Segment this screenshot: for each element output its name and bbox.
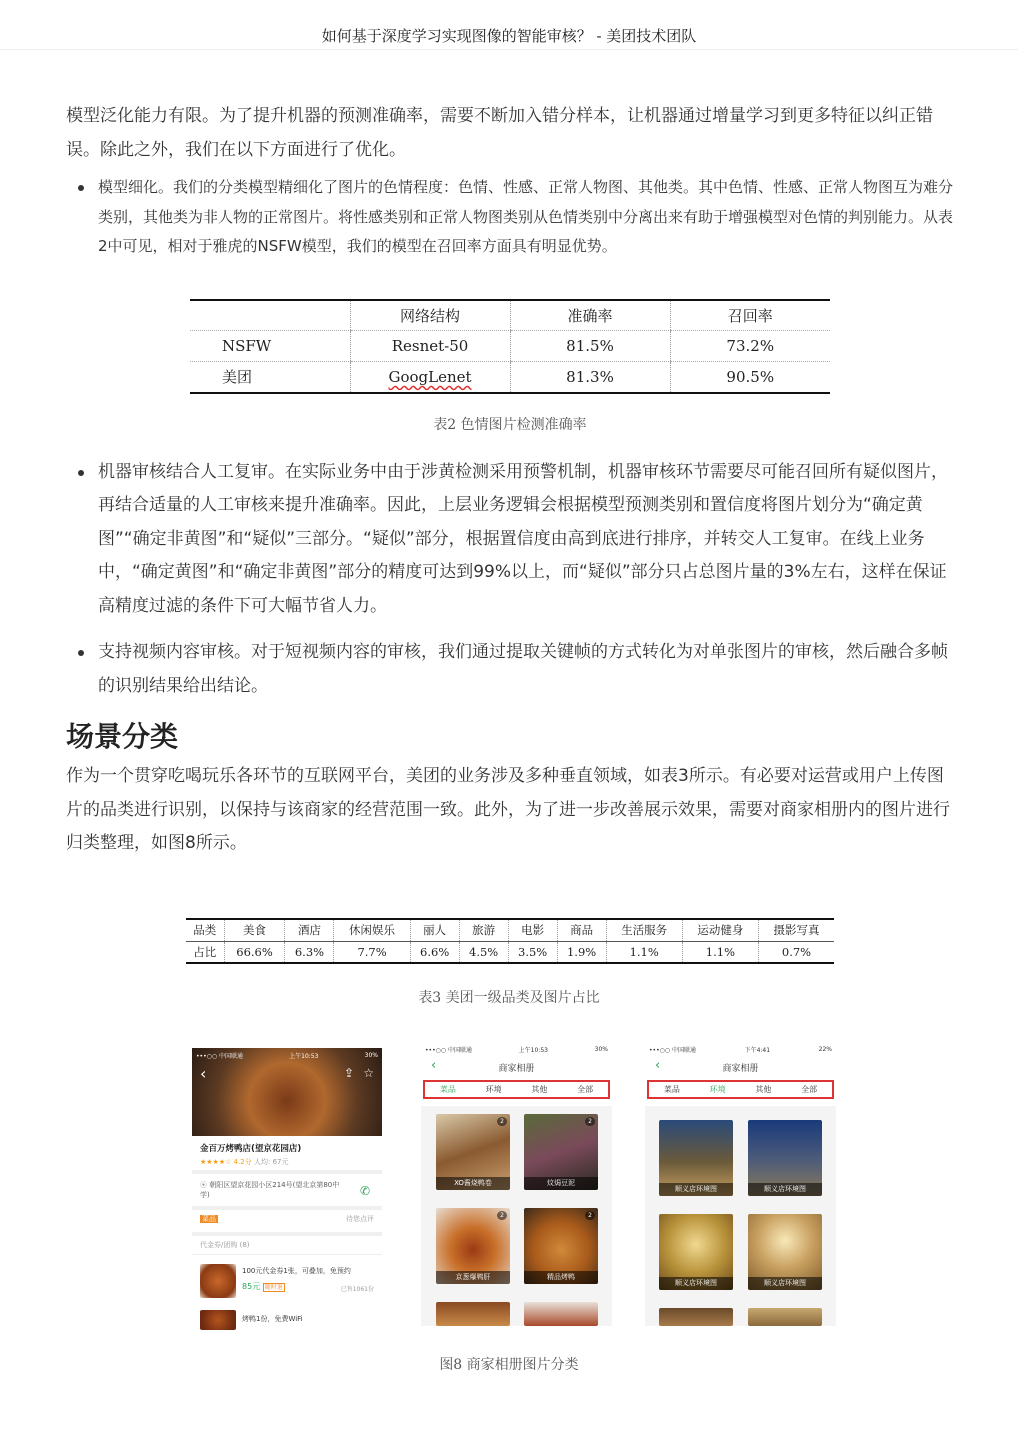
phone-album-dishes bbox=[421, 1042, 612, 1326]
dishes-row[interactable] bbox=[200, 1214, 374, 1224]
table-header-row bbox=[190, 300, 830, 331]
review-list bbox=[66, 456, 954, 704]
table-cell: 7.7% bbox=[334, 941, 410, 963]
tab-other[interactable]: 其他 bbox=[531, 1085, 548, 1094]
table-cell: 运动健身 bbox=[682, 919, 758, 941]
phone-shop-detail bbox=[192, 1048, 382, 1332]
table-row bbox=[186, 941, 834, 963]
album-title: 商家相册 bbox=[722, 1063, 759, 1074]
photo-tile[interactable] bbox=[436, 1302, 510, 1326]
status-bar: •••○○ 中国联通 上午10:53 30% bbox=[425, 1045, 608, 1054]
table-cell: 1.1% bbox=[606, 941, 682, 963]
photo-label: 精品烤鸭 bbox=[524, 1271, 598, 1284]
table-cell: 休闲娱乐 bbox=[334, 919, 410, 941]
photo-count-badge: 2 bbox=[585, 1211, 595, 1220]
dishes-action: 待您点评 bbox=[346, 1215, 374, 1223]
address-text[interactable]: ⦿ 朝阳区望京花园小区214号(望北京第80中学) bbox=[200, 1181, 340, 1199]
intro-paragraph: 模型泛化能力有限。为了提升机器的预测准确率，需要不断加入错分样本，让机器通过增量学习到更多特征以纠正错误。除此之外，我们在以下方面进行了优化。 bbox=[66, 106, 933, 160]
nav-bar bbox=[645, 1056, 836, 1078]
photo-tile[interactable] bbox=[659, 1214, 733, 1290]
table-row bbox=[186, 919, 834, 941]
photo-tile[interactable] bbox=[748, 1120, 822, 1196]
table-cell: 生活服务 bbox=[606, 919, 682, 941]
table2-wrapper bbox=[66, 299, 954, 394]
list-item: 机器审核结合人工复审。在实际业务中由于涉黄检测采用预警机制，机器审核环节需要尽可能召回所有疑似图片，再结合适量的人工审核来提升准确率。因此，上层业务逻辑会根据模型预测类别和置信度将图片划分为“确定黄图”“确定非黄图”和“疑似”三部分。“疑似”部分，根据置信度由高到底进行排序，并转交人工复审。在线上业务中，“确定黄图”和“确定非黄图”部分的精度可达到99%以上，而“疑似”部分只占总图片量的3%左右，这样在保证高精度过滤的条件下可大幅节省人力。 bbox=[66, 456, 954, 624]
divider bbox=[192, 1254, 382, 1255]
tab-other[interactable]: 其他 bbox=[755, 1085, 772, 1094]
figure8-caption: 图8 商家相册图片分类 bbox=[439, 1357, 579, 1373]
photo-label: 顺义店环境图 bbox=[748, 1183, 822, 1196]
divider bbox=[192, 1232, 382, 1236]
rating-score: 4.2分 bbox=[233, 1158, 252, 1166]
tab-environment[interactable]: 环境 bbox=[485, 1085, 502, 1094]
table-row bbox=[190, 362, 830, 393]
table-cell: 81.5% bbox=[510, 331, 670, 362]
table-cell: 丽人 bbox=[410, 919, 459, 941]
table-cell: 电影 bbox=[508, 919, 557, 941]
photo-tile[interactable] bbox=[659, 1120, 733, 1196]
photo-tile[interactable] bbox=[436, 1208, 510, 1284]
table-cell: 0.7% bbox=[759, 941, 835, 963]
nav-bar bbox=[421, 1056, 612, 1078]
photo-tile[interactable] bbox=[748, 1308, 822, 1326]
table-cell: 3.5% bbox=[508, 941, 557, 963]
divider bbox=[192, 1170, 382, 1174]
photo-count-badge: 2 bbox=[497, 1211, 507, 1220]
table-header-cell: 网络结构 bbox=[350, 300, 510, 331]
dish-photo bbox=[192, 1048, 382, 1136]
photo-label: 顺义店环境图 bbox=[659, 1277, 733, 1290]
rating-row bbox=[200, 1157, 289, 1167]
table-cell: 1.9% bbox=[557, 941, 606, 963]
shop-name: 金百万烤鸭店(望京花园店) bbox=[200, 1144, 302, 1154]
photo-tile[interactable] bbox=[524, 1114, 598, 1190]
page-header bbox=[0, 0, 1018, 50]
refund-badge: 随时退 bbox=[264, 1284, 283, 1291]
photo-label: 京葱爆鸭肝 bbox=[436, 1271, 510, 1284]
tab-all[interactable]: 全部 bbox=[577, 1085, 594, 1094]
spellcheck-underlined-text: GoogLenet bbox=[388, 367, 472, 386]
back-icon[interactable]: ‹ bbox=[200, 1064, 207, 1083]
table3-caption: 表3 美团一级品类及图片占比 bbox=[418, 990, 600, 1006]
photo-label: 顺义店环境图 bbox=[659, 1183, 733, 1196]
table-cell: 4.5% bbox=[459, 941, 508, 963]
table-header-cell: 准确率 bbox=[510, 300, 670, 331]
table3 bbox=[186, 918, 834, 964]
star-icon[interactable]: ☆ bbox=[363, 1066, 374, 1080]
photo-tile[interactable] bbox=[524, 1302, 598, 1326]
status-bar: •••○○ 中国联通 上午10:53 30% bbox=[196, 1051, 378, 1060]
phone-icon[interactable]: ✆ bbox=[359, 1184, 370, 1198]
table-header-cell bbox=[190, 300, 350, 331]
location-icon: ⦿ bbox=[200, 1181, 210, 1189]
back-icon[interactable]: ‹ bbox=[655, 1058, 661, 1073]
coupon-title: 代金券/团购 (8) bbox=[200, 1241, 250, 1249]
coupon-price: 85元 bbox=[242, 1282, 261, 1291]
coupon-sold: 已售1061份 bbox=[340, 1286, 374, 1293]
section-paragraph: 作为一个贯穿吃喝玩乐各环节的互联网平台，美团的业务涉及多种垂直领域，如表3所示。有必要对运营或用户上传图片的品类进行识别，以保持与该商家的经营范围一致。此外，为了进一步改善展示效果，需要对商家相册内的图片进行归类整理，如图8所示。 bbox=[66, 766, 950, 853]
table2-caption: 表2 色情图片检测准确率 bbox=[433, 416, 587, 433]
coupon-image bbox=[200, 1310, 236, 1330]
divider bbox=[192, 1206, 382, 1210]
photo-tile[interactable] bbox=[748, 1214, 822, 1290]
table-cell: 酒店 bbox=[285, 919, 334, 941]
photo-count-badge: 2 bbox=[585, 1117, 595, 1126]
table-cell: 6.3% bbox=[285, 941, 334, 963]
table-cell: 90.5% bbox=[670, 362, 830, 393]
table-cell: 81.3% bbox=[510, 362, 670, 393]
photo-label: XO酱烧鸭卷 bbox=[436, 1177, 510, 1190]
tab-environment[interactable]: 环境 bbox=[709, 1085, 726, 1094]
tab-all[interactable]: 全部 bbox=[801, 1085, 818, 1094]
dishes-badge: 菜品 bbox=[202, 1215, 216, 1223]
album-tabs bbox=[647, 1080, 834, 1099]
photo-grid bbox=[645, 1106, 836, 1326]
article-body bbox=[66, 100, 954, 861]
average-price: 人均: 67元 bbox=[254, 1158, 289, 1166]
table-cell: 6.6% bbox=[410, 941, 459, 963]
photo-grid bbox=[421, 1106, 612, 1326]
table2 bbox=[190, 299, 830, 394]
rating-stars: ★★★★☆ bbox=[200, 1158, 232, 1166]
status-bar: •••○○ 中国联通 下午4:41 22% bbox=[649, 1045, 832, 1054]
photo-count-badge: 2 bbox=[497, 1117, 507, 1126]
phone-album-environment bbox=[645, 1042, 836, 1326]
table-cell: 美团 bbox=[190, 362, 350, 393]
table-cell: NSFW bbox=[190, 331, 350, 362]
table-cell: Resnet-50 bbox=[350, 331, 510, 362]
table-cell: 旅游 bbox=[459, 919, 508, 941]
table-cell bbox=[350, 362, 510, 393]
back-icon[interactable]: ‹ bbox=[431, 1058, 437, 1073]
photo-tile[interactable] bbox=[436, 1114, 510, 1190]
coupon-image bbox=[200, 1264, 236, 1298]
tab-dishes[interactable]: 菜品 bbox=[439, 1085, 456, 1094]
table-row bbox=[190, 331, 830, 362]
album-title: 商家相册 bbox=[498, 1063, 535, 1074]
coupon-name[interactable]: 烤鸭1份，免费WiFi bbox=[242, 1315, 303, 1323]
page-title: 如何基于深度学习实现图像的智能审核？ - 美团技术团队 bbox=[321, 27, 697, 45]
coupon-price-row bbox=[242, 1281, 285, 1292]
list-item: 支持视频内容审核。对于短视频内容的审核，我们通过提取关键帧的方式转化为对单张图片的审核，然后融合多帧的识别结果给出结论。 bbox=[66, 636, 954, 703]
table-cell: 1.1% bbox=[682, 941, 758, 963]
list-item: 模型细化。我们的分类模型精细化了图片的色情程度：色情、性感、正常人物图、其他类。其中色情、性感、正常人物图互为难分类别，其他类为非人物的正常图片。将性感类别和正常人物图类别从色情类别中分离出来有助于增强模型对色情的判别能力。从表2中可见，相对于雅虎的NSFW模型，我们的模型在召回率方面具有明显优势。 bbox=[66, 173, 954, 262]
photo-label: 顺义店环境图 bbox=[748, 1277, 822, 1290]
share-icon[interactable]: ⇪ bbox=[343, 1066, 354, 1080]
table3-wrapper bbox=[186, 918, 834, 964]
photo-tile[interactable] bbox=[659, 1308, 733, 1326]
photo-label: 炆焗豆泥 bbox=[524, 1177, 598, 1190]
photo-tile[interactable] bbox=[524, 1208, 598, 1284]
table-cell: 66.6% bbox=[224, 941, 285, 963]
optimization-list bbox=[66, 173, 954, 262]
table-cell: 美食 bbox=[224, 919, 285, 941]
table-cell: 73.2% bbox=[670, 331, 830, 362]
table-cell: 占比 bbox=[186, 941, 224, 963]
section-heading: 场景分类 bbox=[66, 720, 179, 753]
table-cell: 商品 bbox=[557, 919, 606, 941]
tab-dishes[interactable]: 菜品 bbox=[663, 1085, 680, 1094]
album-tabs bbox=[423, 1080, 610, 1099]
table-header-cell: 召回率 bbox=[670, 300, 830, 331]
table-cell: 品类 bbox=[186, 919, 224, 941]
table-cell: 摄影写真 bbox=[759, 919, 835, 941]
coupon-name[interactable]: 100元代金券1张，可叠加，免预约 bbox=[242, 1267, 351, 1275]
